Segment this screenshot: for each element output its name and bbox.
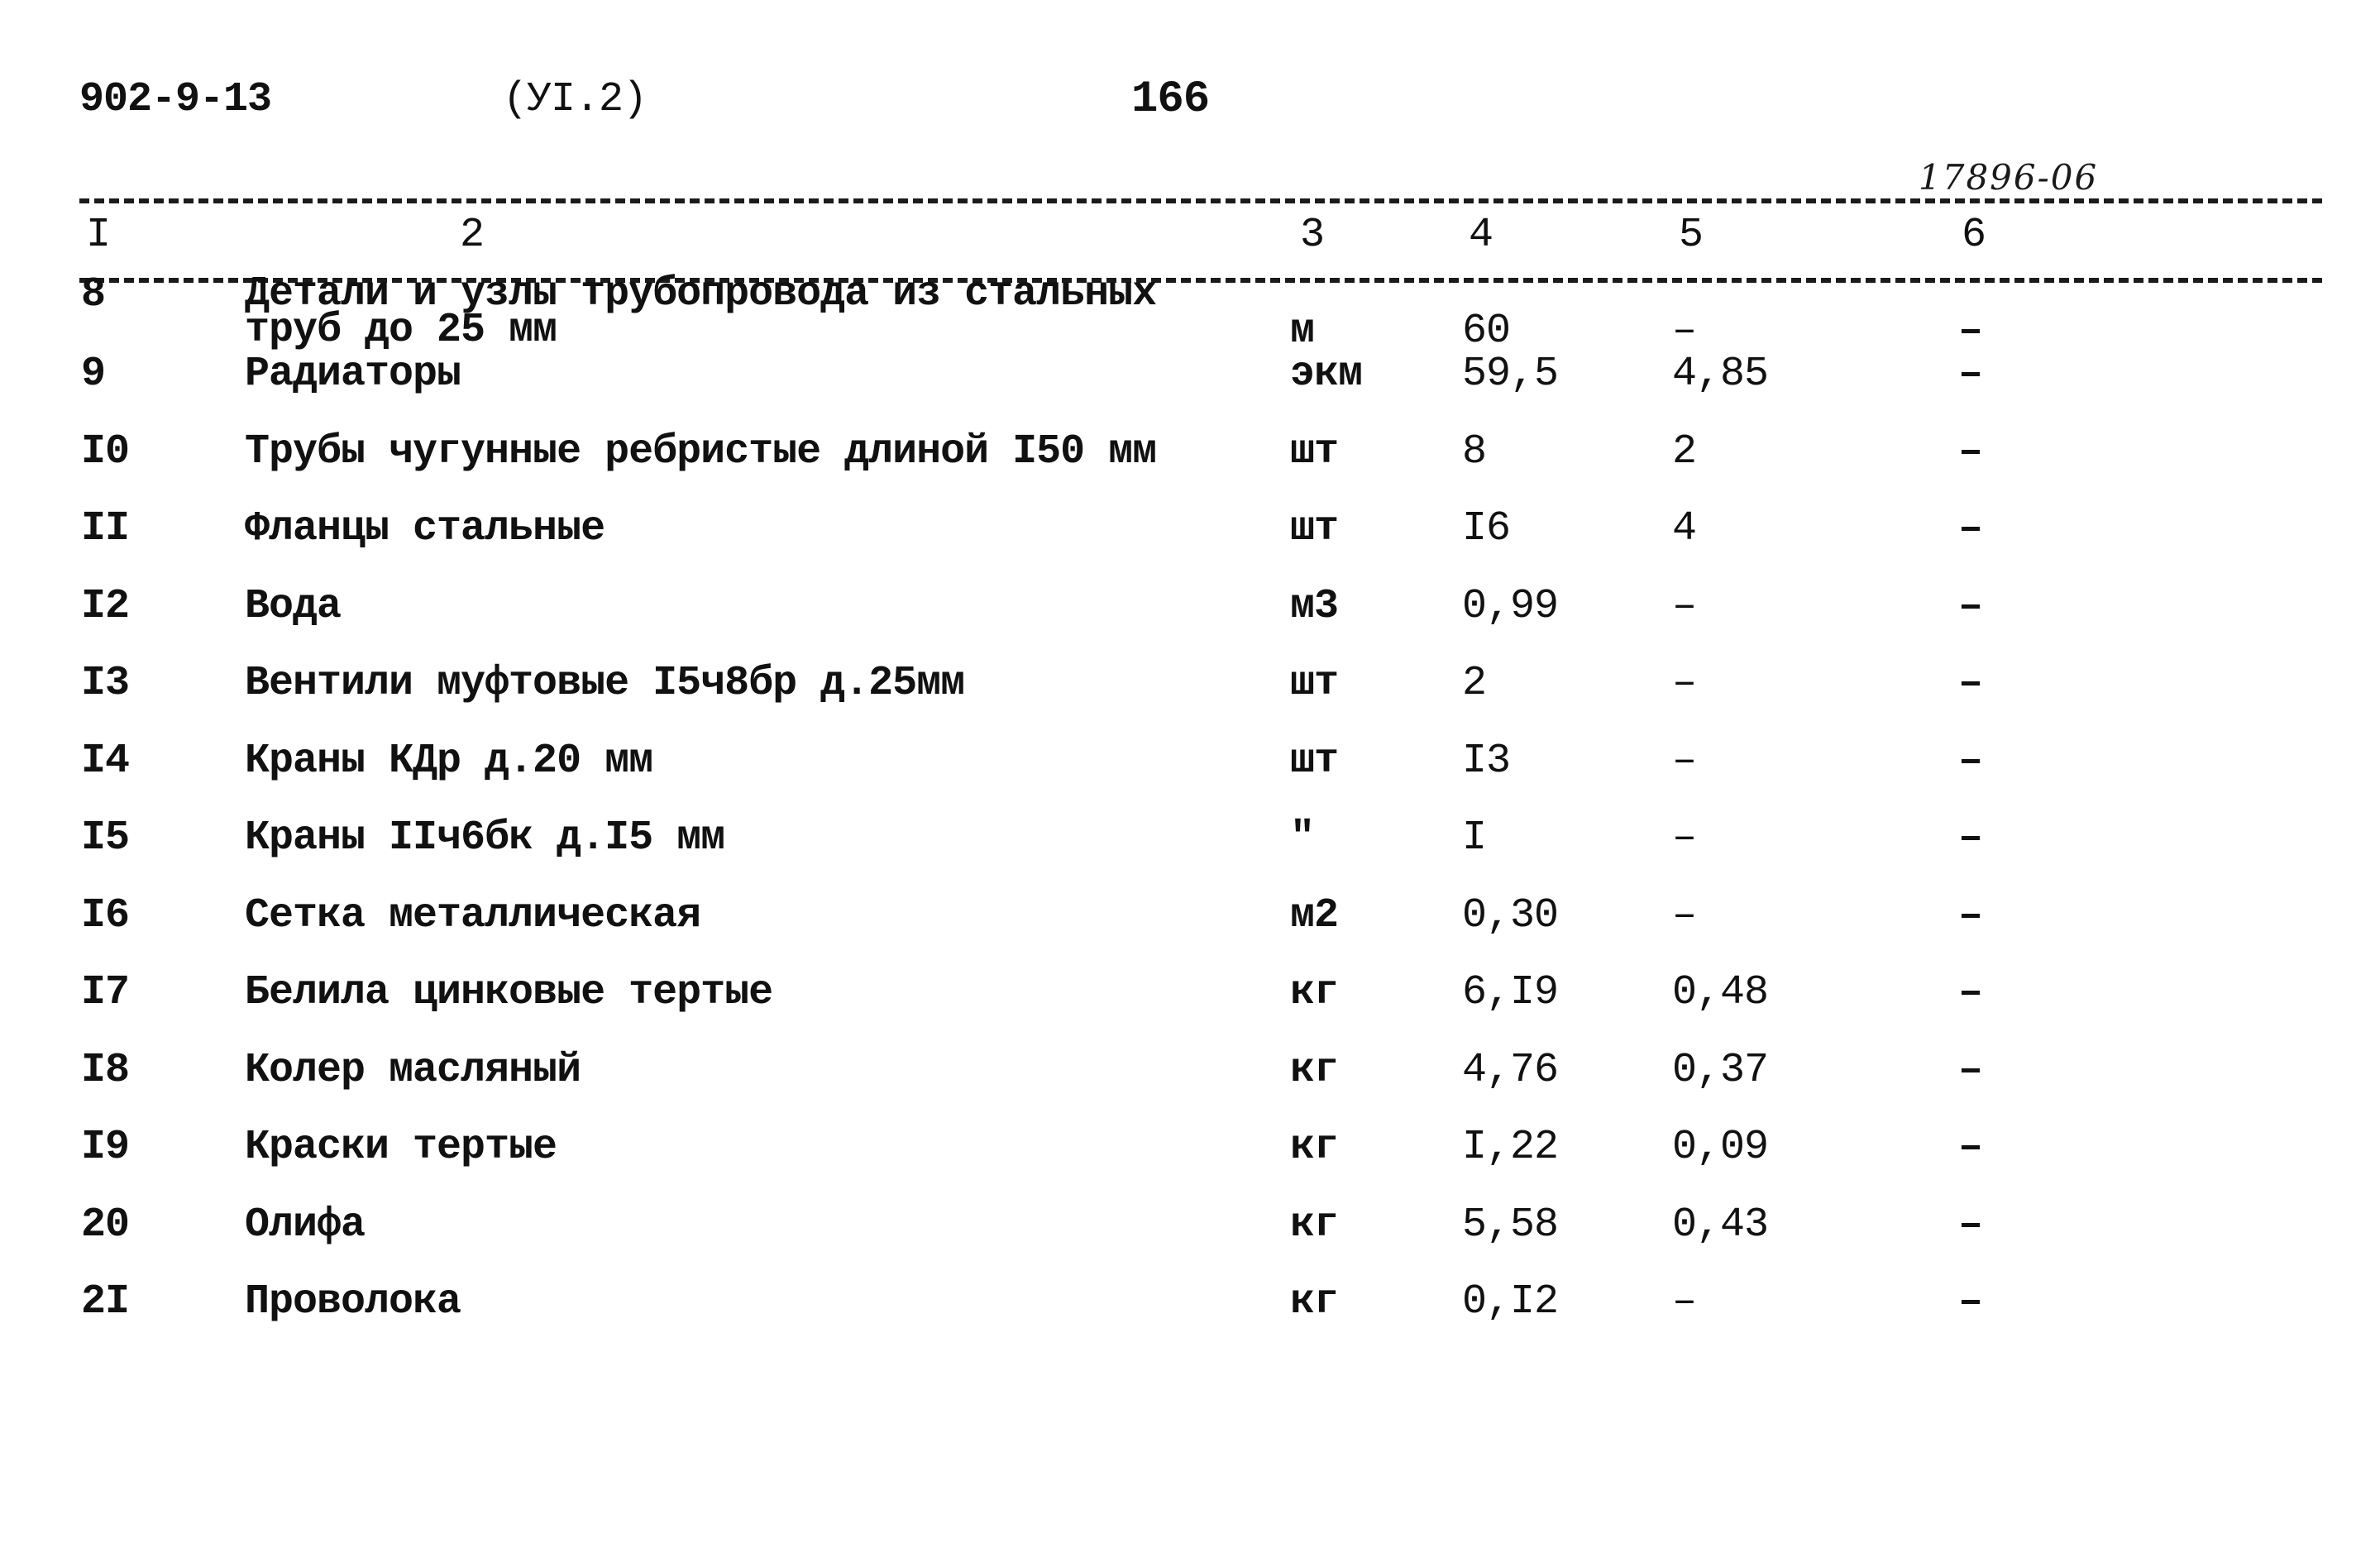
quantity-cell: 0,I2	[1462, 1278, 1559, 1326]
quantity-cell-3: –	[1958, 505, 1983, 552]
material-name-line: Белила цинковые тертые	[245, 969, 773, 1016]
material-name	[245, 814, 725, 862]
quantity-cell-2: 4	[1672, 505, 1697, 552]
quantity-cell-2: 4,85	[1672, 351, 1769, 398]
section-code: (УI.2)	[503, 76, 648, 123]
quantity-cell-3: –	[1958, 737, 1983, 785]
row-number: I8	[81, 1046, 130, 1094]
quantity-cell-2: 0,37	[1672, 1046, 1769, 1094]
unit-cell: шт	[1290, 505, 1339, 552]
material-name	[245, 660, 965, 707]
row-number: 8	[81, 271, 106, 318]
material-name	[245, 1278, 461, 1326]
row-number: 9	[81, 351, 106, 398]
material-name-line: Краны IIч6бк д.I5 мм	[245, 814, 725, 862]
quantity-cell-2: –	[1672, 660, 1697, 707]
quantity-cell-3: –	[1958, 660, 1983, 707]
material-name-line: Олифа	[245, 1201, 366, 1249]
handwritten-note: 17896-06	[1919, 157, 2099, 198]
quantity-cell: 59,5	[1462, 351, 1559, 398]
quantity-cell-2: –	[1672, 308, 1697, 355]
quantity-cell-3: –	[1958, 814, 1983, 862]
unit-cell: м2	[1290, 891, 1339, 939]
quantity-cell: I6	[1462, 505, 1511, 552]
unit-cell: м	[1290, 308, 1315, 355]
material-name	[245, 737, 653, 785]
quantity-cell-3: –	[1958, 1046, 1983, 1094]
material-name	[245, 351, 461, 398]
material-name	[245, 891, 701, 939]
material-name-line: Фланцы стальные	[245, 505, 605, 552]
column-number: 6	[1962, 212, 1987, 259]
material-name	[245, 1124, 557, 1171]
row-number: I4	[81, 737, 130, 785]
row-number: I3	[81, 660, 130, 707]
unit-cell: "	[1290, 814, 1315, 862]
quantity-cell-3: –	[1958, 969, 1983, 1016]
material-name	[245, 1201, 366, 1249]
quantity-cell-2: 0,48	[1672, 969, 1769, 1016]
material-name-line: Трубы чугунные ребристые длиной I50 мм	[245, 428, 1157, 475]
quantity-cell: 0,99	[1462, 582, 1559, 630]
row-number: 20	[81, 1201, 130, 1249]
unit-cell: м3	[1290, 582, 1339, 630]
column-number: 4	[1469, 212, 1494, 259]
material-name-line: Сетка металлическая	[245, 891, 701, 939]
material-name	[245, 270, 1157, 354]
quantity-cell: I,22	[1462, 1124, 1559, 1171]
table-top-rule	[79, 198, 2322, 203]
material-name-line: труб до 25 мм	[245, 307, 557, 354]
quantity-cell-2: 0,09	[1672, 1124, 1769, 1171]
quantity-cell-2: 2	[1672, 428, 1697, 475]
quantity-cell: 8	[1462, 428, 1487, 475]
quantity-cell-3: –	[1958, 428, 1983, 475]
document-code: 902-9-13	[79, 76, 272, 123]
quantity-cell: 5,58	[1462, 1201, 1559, 1249]
quantity-cell-2: 0,43	[1672, 1201, 1769, 1249]
unit-cell: кг	[1290, 1124, 1339, 1171]
unit-cell: кг	[1290, 969, 1339, 1016]
unit-cell: шт	[1290, 737, 1339, 785]
unit-cell: кг	[1290, 1046, 1339, 1094]
quantity-cell: 2	[1462, 660, 1487, 707]
material-name	[245, 428, 1157, 475]
unit-cell: шт	[1290, 660, 1339, 707]
material-name	[245, 582, 342, 630]
material-name-line: Вентили муфтовые I5ч8бр д.25мм	[245, 660, 965, 707]
column-number-row	[0, 212, 2380, 265]
quantity-cell-3: –	[1958, 1278, 1983, 1326]
row-number: I6	[81, 891, 130, 939]
row-number: I9	[81, 1124, 130, 1171]
quantity-cell-3: –	[1958, 891, 1983, 939]
page-number: 166	[1131, 74, 1210, 125]
material-name	[245, 969, 773, 1016]
quantity-cell-3: –	[1958, 1201, 1983, 1249]
material-name	[245, 1046, 581, 1094]
row-number: II	[81, 505, 130, 552]
material-name-line: Краски тертые	[245, 1124, 557, 1171]
row-number: I0	[81, 428, 130, 475]
quantity-cell: 0,30	[1462, 891, 1559, 939]
unit-cell: шт	[1290, 428, 1339, 475]
quantity-cell-2: –	[1672, 891, 1697, 939]
column-number: 3	[1300, 212, 1326, 259]
material-name-line: Колер масляный	[245, 1046, 581, 1094]
quantity-cell-3: –	[1958, 351, 1983, 398]
column-number: I	[86, 212, 112, 259]
quantity-cell: 60	[1462, 308, 1511, 355]
row-number: I2	[81, 582, 130, 630]
row-number: I7	[81, 969, 130, 1016]
quantity-cell-2: –	[1672, 814, 1697, 862]
material-name-line: Радиаторы	[245, 351, 461, 398]
material-name-line: Краны КДр д.20 мм	[245, 737, 653, 785]
unit-cell: экм	[1290, 351, 1363, 398]
row-number: I5	[81, 814, 130, 862]
column-number: 5	[1679, 212, 1704, 259]
quantity-cell: 4,76	[1462, 1046, 1559, 1094]
quantity-cell-3: –	[1958, 1124, 1983, 1171]
quantity-cell-2: –	[1672, 1278, 1697, 1326]
unit-cell: кг	[1290, 1278, 1339, 1326]
quantity-cell-2: –	[1672, 582, 1697, 630]
quantity-cell-2: –	[1672, 737, 1697, 785]
material-name	[245, 505, 605, 552]
quantity-cell: I3	[1462, 737, 1511, 785]
quantity-cell-3: –	[1958, 582, 1983, 630]
unit-cell: кг	[1290, 1201, 1339, 1249]
material-name-line: Проволока	[245, 1278, 461, 1326]
row-number: 2I	[81, 1278, 130, 1326]
quantity-cell: I	[1462, 814, 1487, 862]
material-name-line: Детали и узлы трубопровода из стальных	[245, 270, 1157, 318]
quantity-cell: 6,I9	[1462, 969, 1559, 1016]
material-name-line: Вода	[245, 582, 342, 630]
quantity-cell-3: –	[1958, 308, 1983, 355]
column-number: 2	[460, 212, 485, 259]
